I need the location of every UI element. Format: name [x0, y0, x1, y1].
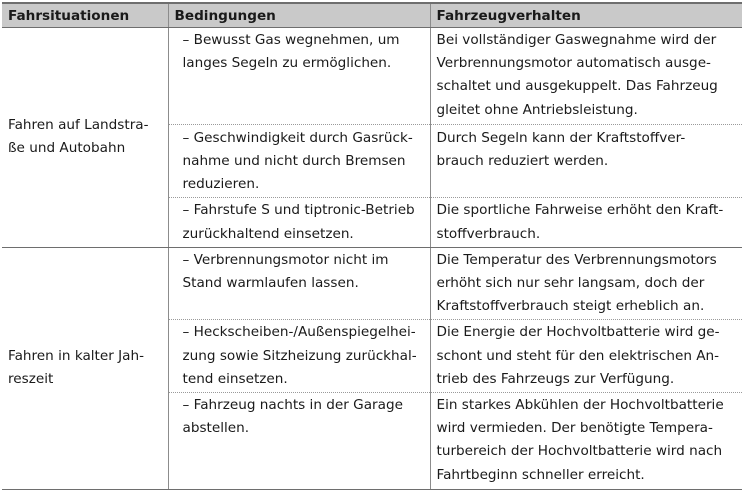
condition-text: – Fahrzeug nachts in der Garage abstellen. [182, 397, 403, 437]
condition-text: – Fahrstufe S und tiptronic-Betrieb zurückhaltend einsetzen. [182, 202, 415, 242]
header-conditions: Bedingungen [168, 3, 430, 28]
table-header [2, 3, 742, 28]
condition-text: – Heckscheiben-/Außenspiegelhei- zung sowie Sitzheizung zurückhal- tend einsetzen. [182, 324, 417, 387]
header-situations: Fahrsituationen [2, 3, 168, 28]
behavior-cell [430, 247, 742, 320]
behavior-cell [430, 198, 742, 247]
header-behavior: Fahrzeugverhalten [430, 3, 742, 28]
table-body [2, 28, 742, 490]
table-row [2, 247, 742, 320]
condition-cell [168, 320, 430, 393]
behavior-cell [430, 28, 742, 125]
driving-conditions-table [2, 2, 742, 490]
behavior-cell [430, 393, 742, 490]
behavior-text: Durch Segeln kann der Kraftstoffver- brauch reduziert werden. [436, 129, 686, 170]
condition-text: – Geschwindigkeit durch Gasrück- nahme und nicht durch Bremsen reduzieren. [182, 129, 413, 193]
situation-label: Fahren auf Landstra- ße und Autobahn [8, 117, 149, 157]
condition-cell [168, 198, 430, 247]
behavior-text: Bei vollständiger Gaswegnahme wird der Verbrennungsmotor automatisch ausge- schaltet und ausgekuppelt. Das Fahrzeug gleitet ohne Antriebsleistung. [436, 32, 718, 118]
behavior-cell [430, 124, 742, 198]
condition-cell [168, 28, 430, 125]
situation-cell-highway [2, 28, 168, 248]
condition-text: – Verbrennungsmotor nicht im Stand warmlaufen lassen. [182, 251, 389, 292]
behavior-cell [430, 320, 742, 393]
behavior-text: Die sportliche Fahrweise erhöht den Kraft- stoffverbrauch. [436, 202, 724, 242]
behavior-text: Die Energie der Hochvoltbatterie wird ge- schont und steht für den elektrischen An- trieb des Fahrzeugs zur Verfügung. [436, 324, 720, 387]
condition-cell [168, 247, 430, 320]
situation-cell-cold-season [2, 247, 168, 489]
situation-label: Fahren in kalter Jah- reszeit [8, 348, 145, 388]
condition-cell [168, 393, 430, 490]
condition-text: – Bewusst Gas wegnehmen, um langes Segeln zu ermöglichen. [182, 32, 400, 72]
header-row [2, 3, 742, 28]
table-row [2, 28, 742, 125]
behavior-text: Ein starkes Abkühlen der Hochvoltbatterie wird vermieden. Der benötigte Tempera- turbereich der Hochvoltbatterie wird nach Fahrtbeginn schneller erreicht. [436, 397, 724, 483]
behavior-text: Die Temperatur des Verbrennungsmotors erhöht sich nur sehr langsam, doch der Kraftstoffverbrauch steigt erheblich an. [436, 251, 717, 315]
condition-cell [168, 124, 430, 198]
